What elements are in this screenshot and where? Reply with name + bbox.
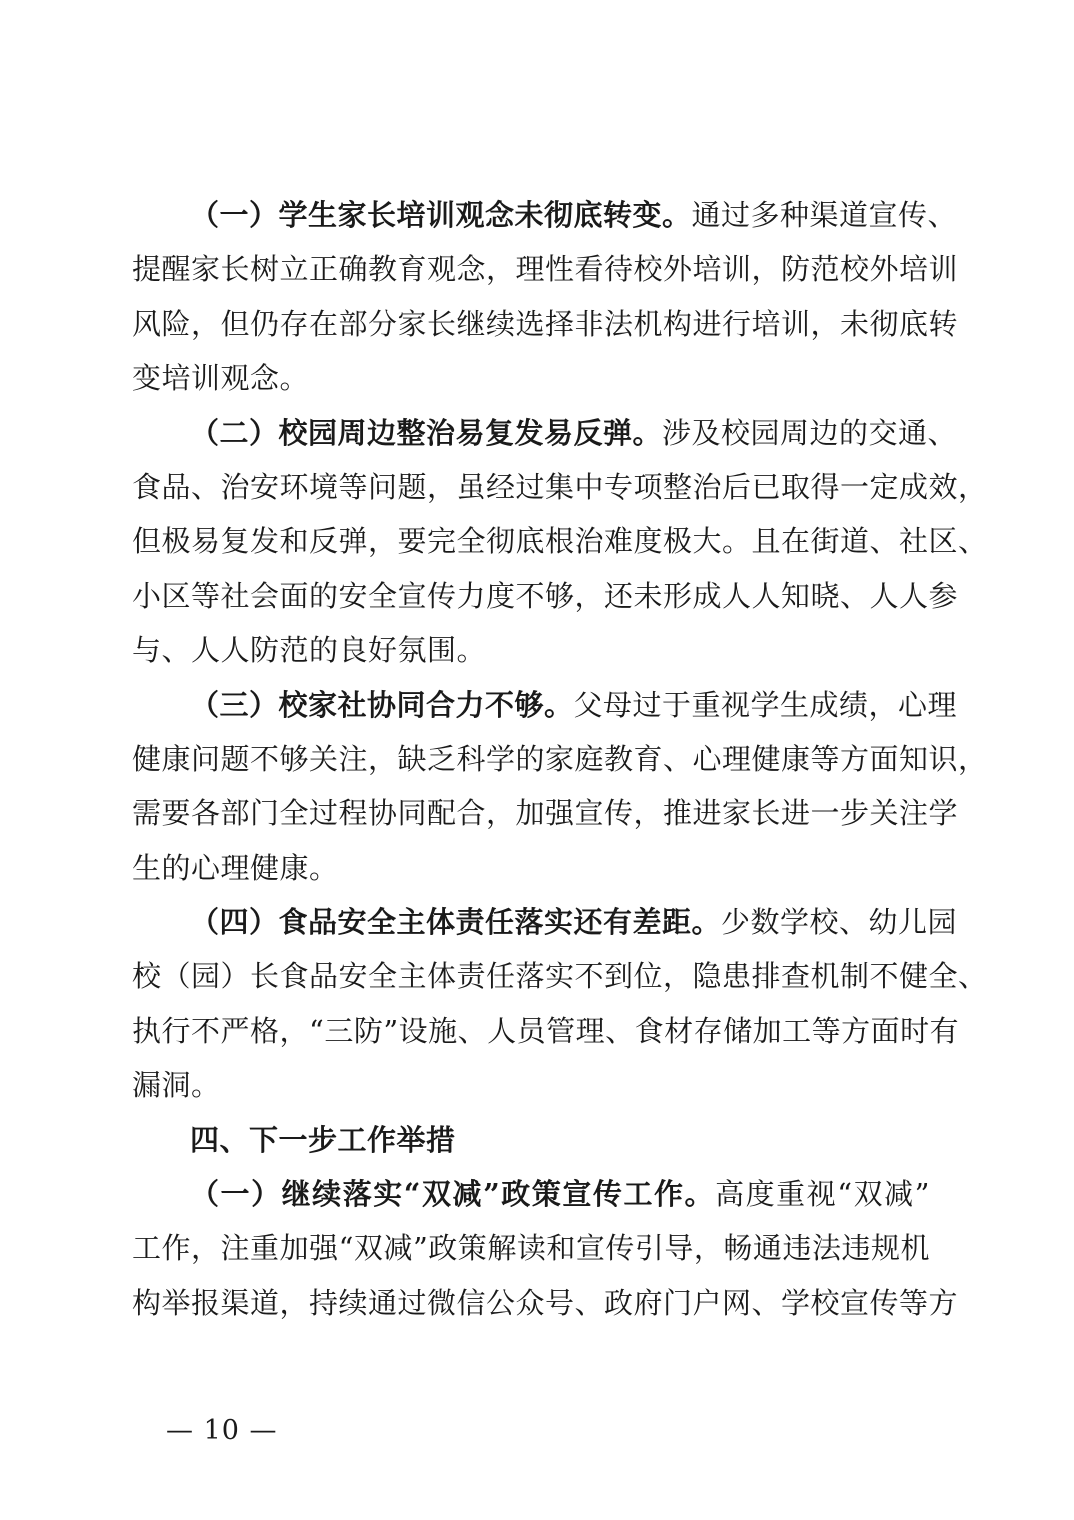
paragraph-line: 食品、治安环境等问题，虽经过集中专项整治后已取得一定成效， (132, 469, 988, 504)
paragraph-food-safety (132, 895, 988, 1113)
paragraph-line: 生的心理健康。 (132, 850, 339, 885)
paragraph-line: 执行不严格，“三防”设施、人员管理、食材存储加工等方面时有 (132, 1013, 960, 1048)
paragraph-school-family-community (132, 678, 988, 896)
paragraph-lead: （四）食品安全主体责任落实还有差距。 (190, 905, 722, 940)
paragraph-line: 校（园）长食品安全主体责任落实不到位，隐患排查机制不健全、 (132, 959, 988, 994)
page-number: — 10 — (166, 1415, 278, 1446)
document-body (132, 188, 988, 1330)
paragraph-double-reduction (132, 1167, 959, 1330)
paragraph-line: 工作，注重加强“双减”政策解读和宣传引导，畅通违法违规机 (132, 1231, 930, 1266)
paragraph-line (132, 1167, 930, 1221)
paragraph-lead: （二）校园周边整治易复发易反弹。 (190, 415, 663, 450)
paragraph-text: 通过多种渠道宣传、 (691, 198, 958, 232)
section-heading: 四、下一步工作举措 (190, 1122, 456, 1157)
paragraph-text: 涉及校园周边的交通、 (662, 415, 958, 450)
paragraph-line: 与、人人防范的良好氛围。 (132, 633, 487, 668)
paragraph-line (132, 895, 958, 949)
paragraph-campus-surroundings (132, 406, 988, 678)
paragraph-line: 小区等社会面的安全宣传力度不够，还未形成人人知晓、人人参 (132, 578, 959, 613)
paragraph-line: 但极易复发和反弹，要完全彻底根治难度极大。且在街道、社区、 (132, 524, 988, 559)
paragraph-text: 少数学校、幼儿园 (721, 905, 958, 940)
paragraph-line (132, 678, 958, 732)
paragraph-line: 风险，但仍存在部分家长继续选择非法机构进行培训，未彻底转 (132, 306, 959, 341)
paragraph-parents-training-concept (132, 188, 959, 406)
paragraph-text: 高度重视“双减” (715, 1177, 930, 1212)
paragraph-lead: （一）学生家长培训观念未彻底转变。 (190, 198, 692, 232)
paragraph-line: 健康问题不够关注，缺乏科学的家庭教育、心理健康等方面知识， (132, 741, 988, 776)
paragraph-line: 需要各部门全过程协同配合，加强宣传，推进家长进一步关注学 (132, 796, 959, 831)
paragraph-line (132, 406, 958, 460)
paragraph-line: 构举报渠道，持续通过微信公众号、政府门户网、学校宣传等方 (132, 1285, 959, 1320)
paragraph-line: 提醒家长树立正确教育观念，理性看待校外培训，防范校外培训 (132, 252, 959, 287)
paragraph-line: 漏洞。 (132, 1068, 221, 1103)
paragraph-line: 变培训观念。 (132, 361, 310, 396)
paragraph-lead: （一）继续落实“双减”政策宣传工作。 (190, 1177, 716, 1212)
paragraph-line (132, 188, 958, 242)
paragraph-lead: （三）校家社协同合力不够。 (190, 687, 574, 722)
paragraph-text: 父母过于重视学生成绩，心理 (573, 687, 958, 722)
